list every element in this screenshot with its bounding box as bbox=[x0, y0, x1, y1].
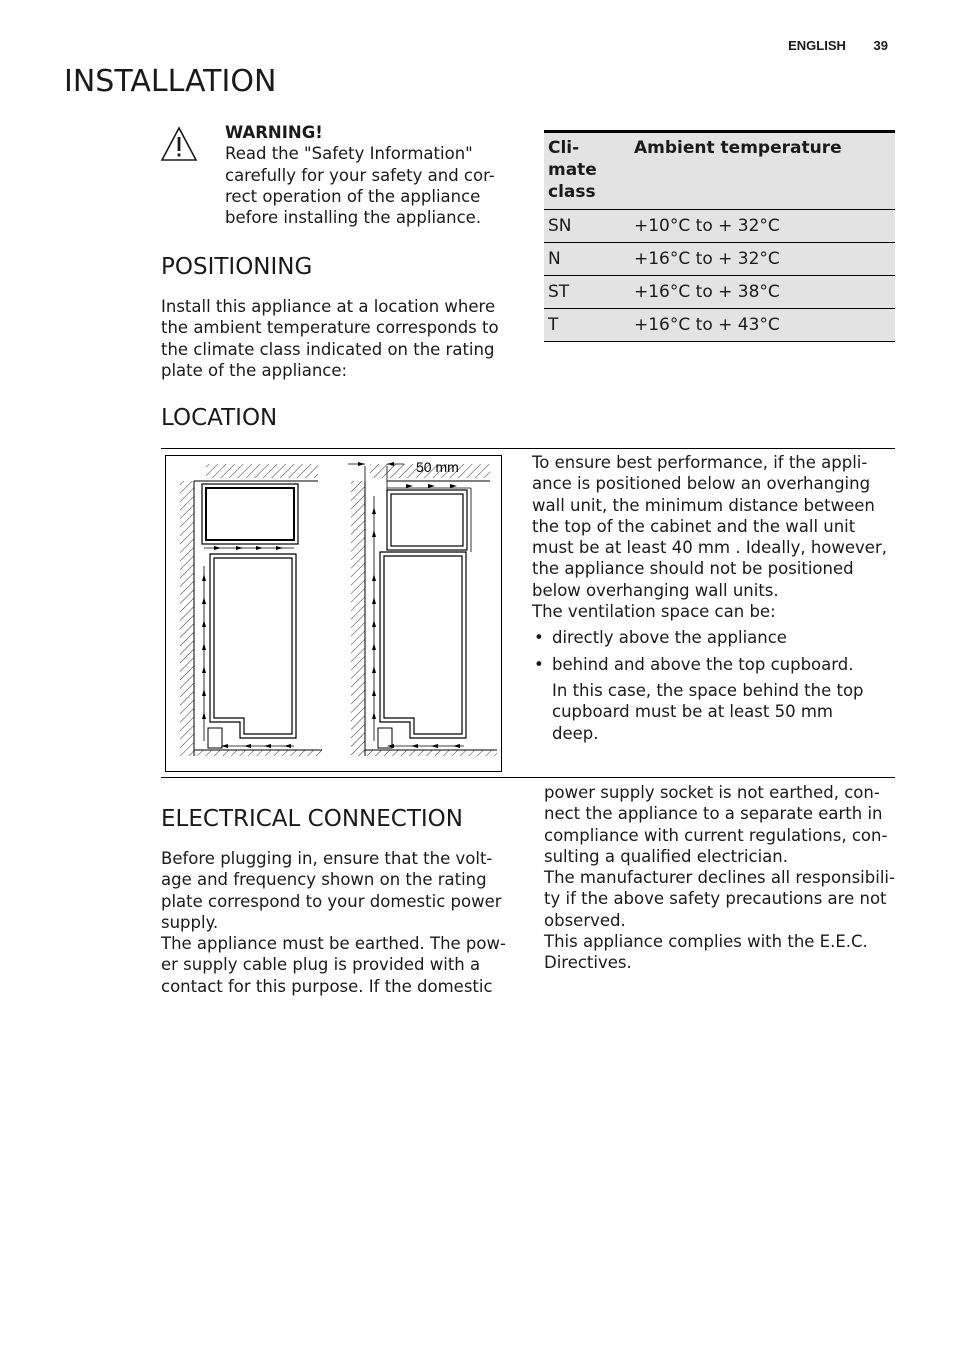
electrical-line: er supply cable plug is provided with a bbox=[161, 955, 481, 975]
electrical-line: This appliance complies with the E.E.C. bbox=[544, 932, 868, 952]
list-item-text: behind and above the top cupboard. bbox=[552, 654, 854, 674]
header-class-line: mate bbox=[548, 160, 597, 180]
location-text bbox=[532, 452, 894, 744]
page-title: INSTALLATION bbox=[64, 64, 277, 99]
header-class-line: Cli- bbox=[548, 138, 580, 158]
warning-line: Read the "Safety Information" bbox=[225, 144, 473, 164]
ventilation-figure bbox=[165, 455, 502, 772]
bullet: • bbox=[534, 654, 544, 674]
warning-line: before installing the appliance. bbox=[225, 208, 482, 228]
wall-cupboard-left bbox=[202, 484, 298, 544]
temperature-cell: +16°C to + 43°C bbox=[630, 309, 895, 342]
page-header bbox=[788, 38, 888, 53]
electrical-line: contact for this purpose. If the domestic bbox=[161, 976, 493, 996]
electrical-line: power supply socket is not earthed, con- bbox=[544, 783, 880, 802]
appliance-left bbox=[210, 554, 296, 738]
positioning-line: the climate class indicated on the rating bbox=[161, 339, 495, 359]
table-row bbox=[544, 243, 895, 276]
location-heading: LOCATION bbox=[161, 405, 278, 431]
electrical-line: compliance with current regulations, con- bbox=[544, 825, 888, 845]
electrical-line: age and frequency shown on the rating bbox=[161, 870, 487, 890]
climate-class-cell: ST bbox=[544, 276, 630, 309]
electrical-line: The appliance must be earthed. The pow- bbox=[161, 934, 506, 954]
positioning-text bbox=[161, 296, 513, 381]
warning-block bbox=[225, 122, 515, 228]
location-line: the top of the cabinet and the wall unit bbox=[532, 516, 856, 536]
electrical-text-left bbox=[161, 848, 513, 997]
wall-hatch-right bbox=[351, 481, 365, 756]
climate-class-cell: N bbox=[544, 243, 630, 276]
ventilation-diagram bbox=[166, 456, 501, 771]
warning-line: carefully for your safety and cor- bbox=[225, 165, 495, 185]
warning-line: rect operation of the appliance bbox=[225, 186, 481, 206]
electrical-line: plate correspond to your domestic power bbox=[161, 891, 502, 911]
ceiling-hatch-left bbox=[206, 464, 318, 478]
header-climate-class bbox=[544, 132, 630, 210]
location-line: must be at least 40 mm . Ideally, however, bbox=[532, 538, 887, 558]
location-line: wall unit, the minimum distance between bbox=[532, 495, 875, 515]
appliance-right bbox=[380, 552, 466, 738]
warning-triangle-icon bbox=[160, 126, 198, 162]
positioning-heading: POSITIONING bbox=[161, 254, 313, 280]
electrical-line: Directives. bbox=[544, 953, 632, 973]
note-line: cupboard must be at least 50 mm bbox=[552, 702, 833, 722]
electrical-line: ty if the above safety precautions are not bbox=[544, 889, 887, 909]
list-item-text: directly above the appliance bbox=[552, 628, 787, 648]
note-line: deep. bbox=[552, 723, 599, 743]
warning-title: WARNING! bbox=[225, 123, 323, 142]
header-ambient-temperature: Ambient temperature bbox=[630, 132, 895, 210]
ventilation-list bbox=[532, 627, 894, 675]
temperature-cell: +16°C to + 32°C bbox=[630, 243, 895, 276]
list-item bbox=[532, 627, 894, 648]
electrical-line: The manufacturer declines all responsibili- bbox=[544, 868, 895, 888]
table-row bbox=[544, 276, 895, 309]
positioning-line: the ambient temperature corresponds to bbox=[161, 318, 499, 338]
list-item bbox=[532, 654, 894, 675]
electrical-line: Before plugging in, ensure that the volt- bbox=[161, 849, 493, 868]
section-divider bbox=[161, 448, 895, 449]
table-header-row bbox=[544, 132, 895, 210]
electrical-line: nect the appliance to a separate earth in bbox=[544, 804, 883, 824]
electrical-heading: ELECTRICAL CONNECTION bbox=[161, 806, 463, 832]
page-number: 39 bbox=[873, 38, 888, 53]
location-line: the appliance should not be positioned bbox=[532, 559, 854, 579]
positioning-line: Install this appliance at a location where bbox=[161, 297, 496, 316]
temperature-cell: +10°C to + 32°C bbox=[630, 210, 895, 243]
location-line: ance is positioned below an overhanging bbox=[532, 474, 871, 494]
climate-class-cell: SN bbox=[544, 210, 630, 243]
electrical-line: supply. bbox=[161, 912, 219, 932]
ventilation-note bbox=[532, 680, 894, 744]
ventilation-intro: The ventilation space can be: bbox=[532, 602, 776, 622]
table-row bbox=[544, 309, 895, 342]
electrical-line: sulting a qualified electrician. bbox=[544, 846, 788, 866]
electrical-text-right bbox=[544, 782, 896, 974]
gap-dimension-label: 50 mm bbox=[416, 459, 459, 475]
note-line: In this case, the space behind the top bbox=[552, 680, 864, 700]
location-line: To ensure best performance, if the appli- bbox=[532, 453, 868, 472]
wall-hatch-left bbox=[180, 481, 194, 756]
wall-cupboard-right bbox=[387, 490, 467, 550]
positioning-line: plate of the appliance: bbox=[161, 360, 348, 380]
climate-class-cell: T bbox=[544, 309, 630, 342]
location-line: below overhanging wall units. bbox=[532, 580, 779, 600]
bullet: • bbox=[534, 628, 544, 648]
header-class-line: class bbox=[548, 182, 596, 202]
climate-class-table bbox=[544, 130, 895, 342]
table-row bbox=[544, 210, 895, 243]
temperature-cell: +16°C to + 38°C bbox=[630, 276, 895, 309]
electrical-line: observed. bbox=[544, 910, 626, 930]
section-divider bbox=[161, 777, 895, 778]
header-language: ENGLISH bbox=[788, 38, 846, 53]
